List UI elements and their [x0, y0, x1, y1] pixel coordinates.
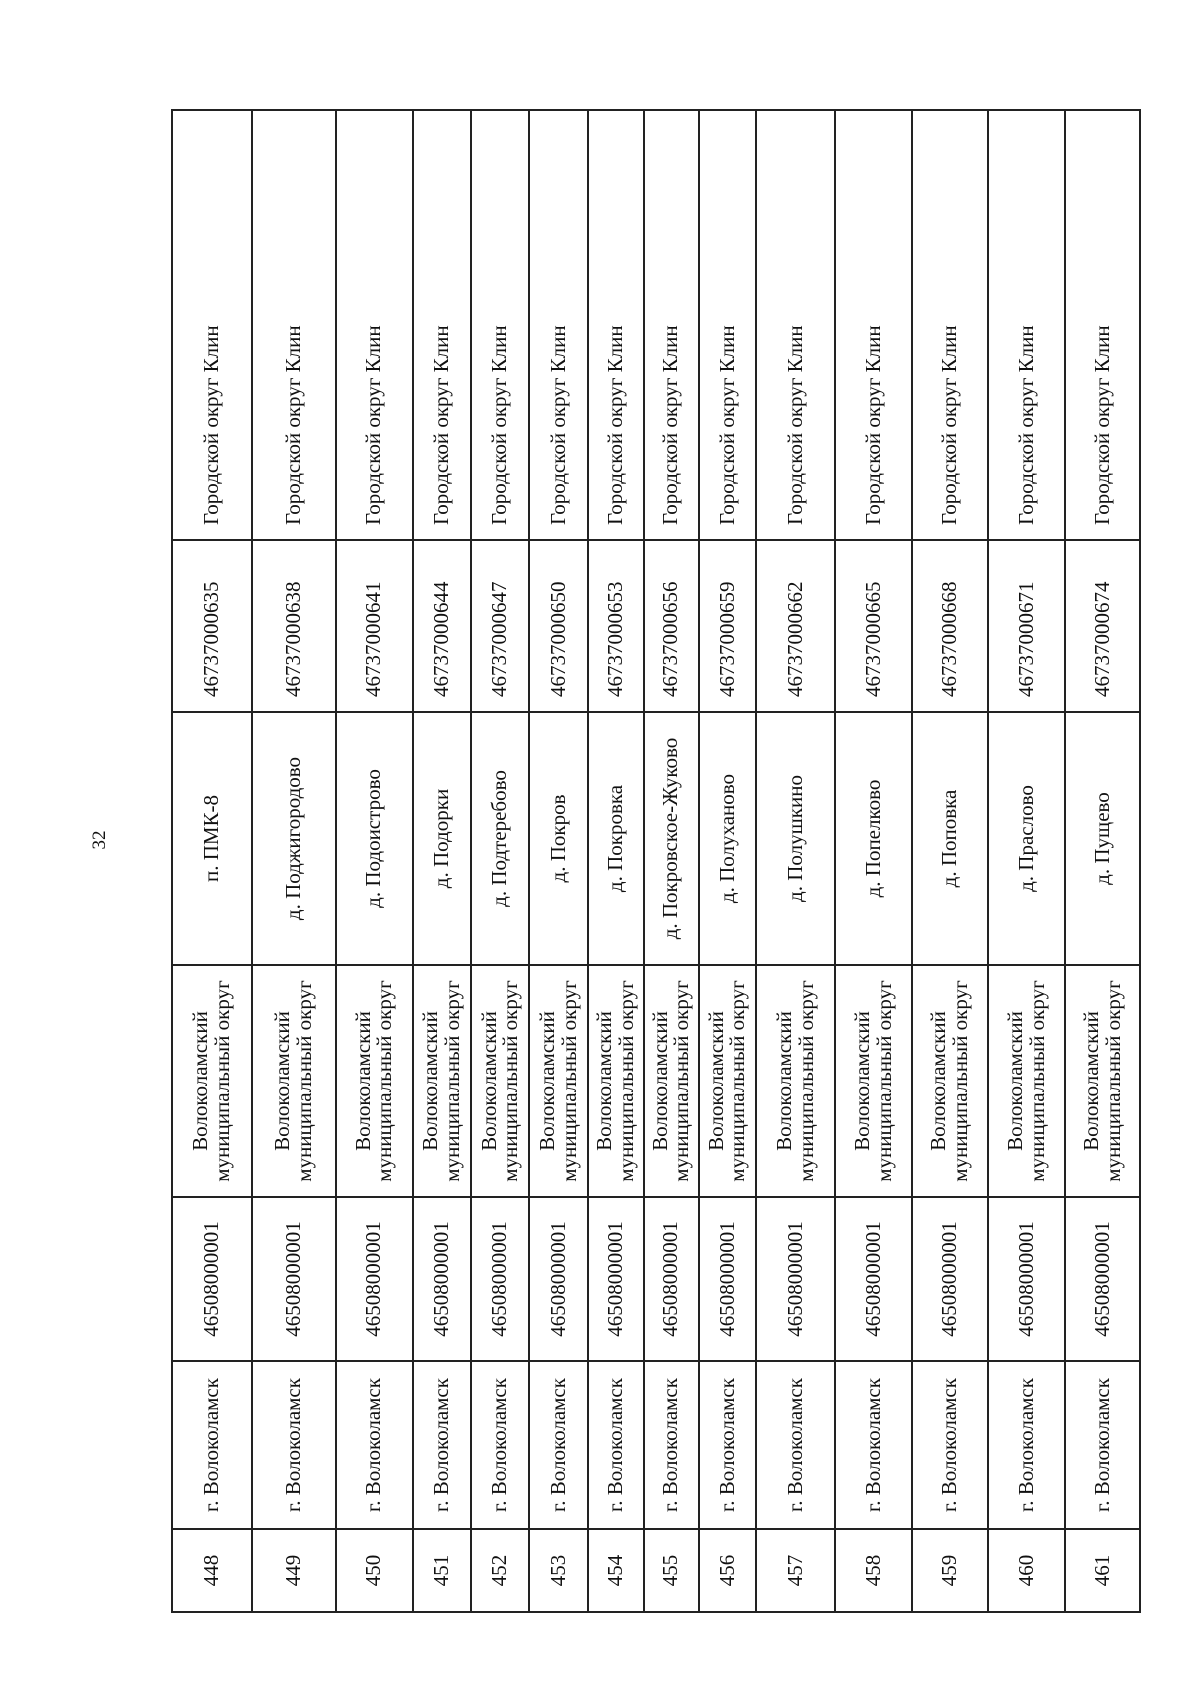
oktmo-code-cell-text: 46508000001: [199, 1221, 224, 1337]
oktmo-code-cell: [644, 1197, 699, 1361]
target-okrug-cell-text: Городской округ Клин: [602, 325, 627, 525]
oktmo-code-cell-text: 46508000001: [860, 1221, 885, 1337]
city-cell: [172, 1361, 252, 1529]
locality-cell: [699, 712, 756, 965]
target-okrug-cell: [588, 110, 644, 540]
row-number-text: 459: [937, 1554, 962, 1587]
row-number: [988, 1529, 1065, 1612]
oktmo-code-cell-text: 46508000001: [714, 1221, 739, 1337]
municipality-cell-text: Волоколамский муниципальный округ: [534, 980, 581, 1182]
target-okrug-cell-text: Городской округ Клин: [860, 325, 885, 525]
city-cell: [413, 1361, 471, 1529]
locality-cell: [644, 712, 699, 965]
row-number-text: 449: [281, 1554, 306, 1587]
oktmo-code-cell: [336, 1197, 413, 1361]
locality-cell: [912, 712, 988, 965]
target-code-cell-text: 46737000647: [487, 581, 512, 697]
row-number: [413, 1529, 471, 1612]
oktmo-code-cell: [588, 1197, 644, 1361]
city-cell: [471, 1361, 529, 1529]
locality-cell-text: д. Пущево: [1089, 792, 1114, 885]
municipality-cell: [172, 965, 252, 1197]
oktmo-code-cell: [912, 1197, 988, 1361]
oktmo-code-cell: [529, 1197, 587, 1361]
locality-cell: [471, 712, 529, 965]
city-cell-text: г. Волоколамск: [545, 1378, 570, 1512]
municipality-cell-text: Волоколамский муниципальный округ: [647, 980, 694, 1182]
city-cell-text: г. Волоколамск: [1013, 1378, 1038, 1512]
city-cell: [756, 1361, 835, 1529]
city-cell: [588, 1361, 644, 1529]
municipality-cell-text: Волоколамский муниципальный округ: [350, 980, 397, 1182]
oktmo-code-cell-text: 46508000001: [545, 1221, 570, 1337]
municipality-cell-text: Волоколамский муниципальный округ: [188, 980, 235, 1182]
target-code-cell: [471, 540, 529, 712]
target-code-cell: [912, 540, 988, 712]
target-code-cell-text: 46737000668: [937, 581, 962, 697]
table-row: [912, 110, 988, 1612]
target-okrug-cell: [529, 110, 587, 540]
table-row: [471, 110, 529, 1612]
target-okrug-cell: [835, 110, 912, 540]
municipality-cell-text: Волоколамский муниципальный округ: [849, 980, 896, 1182]
city-cell: [699, 1361, 756, 1529]
row-number: [644, 1529, 699, 1612]
target-code-cell-text: 46737000653: [602, 581, 627, 697]
row-number-text: 458: [860, 1554, 885, 1587]
city-cell-text: г. Волоколамск: [658, 1378, 683, 1512]
table-row: [252, 110, 336, 1612]
target-okrug-cell-text: Городской округ Клин: [658, 325, 683, 525]
target-okrug-cell: [413, 110, 471, 540]
oktmo-code-cell-text: 46508000001: [281, 1221, 306, 1337]
row-number: [912, 1529, 988, 1612]
table-row: [529, 110, 587, 1612]
target-code-cell: [172, 540, 252, 712]
locality-cell-text: д. Покровское-Жуково: [658, 737, 683, 940]
city-cell-text: г. Волоколамск: [361, 1378, 386, 1512]
city-cell-text: г. Волоколамск: [281, 1378, 306, 1512]
row-number: [529, 1529, 587, 1612]
target-code-cell: [756, 540, 835, 712]
target-okrug-cell: [756, 110, 835, 540]
row-number-text: 457: [782, 1554, 807, 1587]
target-okrug-cell-text: Городской округ Клин: [545, 325, 570, 525]
city-cell: [529, 1361, 587, 1529]
row-number-text: 461: [1089, 1554, 1114, 1587]
row-number-text: 448: [199, 1554, 224, 1587]
target-code-cell-text: 46737000635: [199, 581, 224, 697]
row-number-text: 455: [658, 1554, 683, 1587]
target-code-cell: [336, 540, 413, 712]
oktmo-code-cell-text: 46508000001: [1013, 1221, 1038, 1337]
table-row: [1065, 110, 1140, 1612]
table-row: [588, 110, 644, 1612]
municipality-cell-text: Волоколамский муниципальный округ: [771, 980, 818, 1182]
target-okrug-cell-text: Городской округ Клин: [714, 325, 739, 525]
oktmo-code-cell: [835, 1197, 912, 1361]
target-okrug-cell: [644, 110, 699, 540]
target-code-cell: [529, 540, 587, 712]
row-number: [336, 1529, 413, 1612]
city-cell-text: г. Волоколамск: [714, 1378, 739, 1512]
locality-cell: [756, 712, 835, 965]
target-code-cell-text: 46737000659: [714, 581, 739, 697]
page-number: 32: [89, 830, 110, 850]
oktmo-code-cell: [413, 1197, 471, 1361]
municipality-cell: [756, 965, 835, 1197]
target-code-cell: [835, 540, 912, 712]
locality-cell: [529, 712, 587, 965]
municipality-cell: [588, 965, 644, 1197]
city-cell-text: г. Волоколамск: [429, 1378, 454, 1512]
municipality-cell: [988, 965, 1065, 1197]
city-cell-text: г. Волоколамск: [487, 1378, 512, 1512]
municipality-cell-text: Волоколамский муниципальный округ: [1078, 980, 1125, 1182]
oktmo-code-cell: [252, 1197, 336, 1361]
municipality-cell-text: Волоколамский муниципальный округ: [703, 980, 750, 1182]
target-code-cell: [413, 540, 471, 712]
row-number: [756, 1529, 835, 1612]
oktmo-code-cell: [988, 1197, 1065, 1361]
oktmo-code-cell-text: 46508000001: [937, 1221, 962, 1337]
row-number: [588, 1529, 644, 1612]
locality-cell: [588, 712, 644, 965]
target-okrug-cell: [471, 110, 529, 540]
municipality-cell-text: Волоколамский муниципальный округ: [1002, 980, 1049, 1182]
city-cell: [644, 1361, 699, 1529]
oktmo-code-cell: [1065, 1197, 1140, 1361]
locality-cell-text: д. Поповка: [937, 789, 962, 888]
locality-cell-text: д. Подтеребово: [487, 770, 512, 907]
target-code-cell: [988, 540, 1065, 712]
row-number-text: 452: [487, 1554, 512, 1587]
locality-cell-text: п. ПМК-8: [199, 794, 224, 883]
table-row: [699, 110, 756, 1612]
target-code-cell: [644, 540, 699, 712]
target-code-cell-text: 46737000638: [281, 581, 306, 697]
city-cell: [912, 1361, 988, 1529]
municipality-cell: [471, 965, 529, 1197]
locality-cell: [1065, 712, 1140, 965]
oktmo-code-cell: [172, 1197, 252, 1361]
city-cell: [336, 1361, 413, 1529]
target-okrug-cell: [1065, 110, 1140, 540]
city-cell: [1065, 1361, 1140, 1529]
locality-cell-text: д. Подоистрово: [361, 769, 386, 908]
target-okrug-cell-text: Городской округ Клин: [429, 325, 454, 525]
oktmo-code-cell-text: 46508000001: [1089, 1221, 1114, 1337]
municipality-cell: [336, 965, 413, 1197]
target-okrug-cell: [699, 110, 756, 540]
target-code-cell-text: 46737000644: [429, 581, 454, 697]
target-code-cell-text: 46737000662: [782, 581, 807, 697]
municipality-cell-text: Волоколамский муниципальный округ: [926, 980, 973, 1182]
locality-cell: [413, 712, 471, 965]
city-cell: [988, 1361, 1065, 1529]
row-number: [471, 1529, 529, 1612]
oktmo-code-cell-text: 46508000001: [361, 1221, 386, 1337]
target-okrug-cell: [988, 110, 1065, 540]
municipality-cell: [413, 965, 471, 1197]
oktmo-code-cell: [699, 1197, 756, 1361]
oktmo-code-cell: [471, 1197, 529, 1361]
city-cell: [835, 1361, 912, 1529]
target-okrug-cell-text: Городской округ Клин: [1013, 325, 1038, 525]
locality-cell-text: д. Покровка: [602, 784, 627, 893]
locality-cell: [252, 712, 336, 965]
target-okrug-cell: [252, 110, 336, 540]
table-row: [336, 110, 413, 1612]
target-okrug-cell: [172, 110, 252, 540]
city-cell: [252, 1361, 336, 1529]
city-cell-text: г. Волоколамск: [602, 1378, 627, 1512]
table-row: [172, 110, 252, 1612]
target-okrug-cell-text: Городской округ Клин: [199, 325, 224, 525]
oktmo-code-cell: [756, 1197, 835, 1361]
locality-cell-text: д. Поджигородово: [281, 756, 306, 921]
oktmo-code-cell-text: 46508000001: [602, 1221, 627, 1337]
table-row: [756, 110, 835, 1612]
oktmo-code-cell-text: 46508000001: [487, 1221, 512, 1337]
row-number: [172, 1529, 252, 1612]
row-number: [699, 1529, 756, 1612]
row-number: [835, 1529, 912, 1612]
target-okrug-cell-text: Городской округ Клин: [361, 325, 386, 525]
target-okrug-cell-text: Городской округ Клин: [937, 325, 962, 525]
table-row: [988, 110, 1065, 1612]
target-code-cell: [252, 540, 336, 712]
row-number-text: 453: [545, 1554, 570, 1587]
target-code-cell-text: 46737000650: [545, 581, 570, 697]
oktmo-code-cell-text: 46508000001: [782, 1221, 807, 1337]
municipality-cell: [252, 965, 336, 1197]
target-code-cell-text: 46737000671: [1013, 581, 1038, 697]
locality-cell: [988, 712, 1065, 965]
target-okrug-cell: [912, 110, 988, 540]
target-code-cell-text: 46737000674: [1089, 581, 1114, 697]
target-code-cell: [1065, 540, 1140, 712]
row-number-text: 450: [361, 1554, 386, 1587]
city-cell-text: г. Волоколамск: [199, 1378, 224, 1512]
target-okrug-cell-text: Городской округ Клин: [487, 325, 512, 525]
municipality-cell-text: Волоколамский муниципальный округ: [592, 980, 638, 1182]
municipality-cell: [1065, 965, 1140, 1197]
target-code-cell-text: 46737000641: [361, 581, 386, 697]
target-okrug-cell-text: Городской округ Клин: [1089, 325, 1114, 525]
oktmo-code-cell-text: 46508000001: [429, 1221, 454, 1337]
locality-cell: [336, 712, 413, 965]
locality-cell-text: д. Полуханово: [714, 773, 739, 904]
target-code-cell-text: 46737000665: [860, 581, 885, 697]
municipality-cell: [912, 965, 988, 1197]
municipality-cell: [644, 965, 699, 1197]
row-number-text: 460: [1013, 1554, 1038, 1587]
settlements-table: [171, 109, 1141, 1613]
target-code-cell-text: 46737000656: [658, 581, 683, 697]
table-row: [835, 110, 912, 1612]
table-row: [644, 110, 699, 1612]
municipality-cell: [835, 965, 912, 1197]
city-cell-text: г. Волоколамск: [860, 1378, 885, 1512]
target-okrug-cell: [336, 110, 413, 540]
oktmo-code-cell-text: 46508000001: [658, 1221, 683, 1337]
table-row: [413, 110, 471, 1612]
locality-cell-text: д. Подорки: [429, 788, 454, 889]
municipality-cell: [529, 965, 587, 1197]
municipality-cell-text: Волоколамский муниципальный округ: [418, 980, 465, 1182]
city-cell-text: г. Волоколамск: [1089, 1378, 1114, 1512]
row-number-text: 454: [602, 1554, 627, 1587]
locality-cell: [835, 712, 912, 965]
row-number-text: 456: [714, 1554, 739, 1587]
locality-cell-text: д. Праслово: [1013, 785, 1038, 892]
locality-cell-text: д. Полушкино: [782, 775, 807, 902]
row-number-text: 451: [429, 1554, 454, 1587]
municipality-cell-text: Волоколамский муниципальный округ: [476, 980, 523, 1182]
locality-cell: [172, 712, 252, 965]
city-cell-text: г. Волоколамск: [782, 1378, 807, 1512]
target-code-cell: [699, 540, 756, 712]
target-code-cell: [588, 540, 644, 712]
city-cell-text: г. Волоколамск: [937, 1378, 962, 1512]
locality-cell-text: д. Попелково: [860, 779, 885, 898]
locality-cell-text: д. Покров: [545, 794, 570, 883]
municipality-cell: [699, 965, 756, 1197]
row-number: [252, 1529, 336, 1612]
row-number: [1065, 1529, 1140, 1612]
target-okrug-cell-text: Городской округ Клин: [782, 325, 807, 525]
municipality-cell-text: Волоколамский муниципальный округ: [270, 980, 317, 1182]
target-okrug-cell-text: Городской округ Клин: [281, 325, 306, 525]
